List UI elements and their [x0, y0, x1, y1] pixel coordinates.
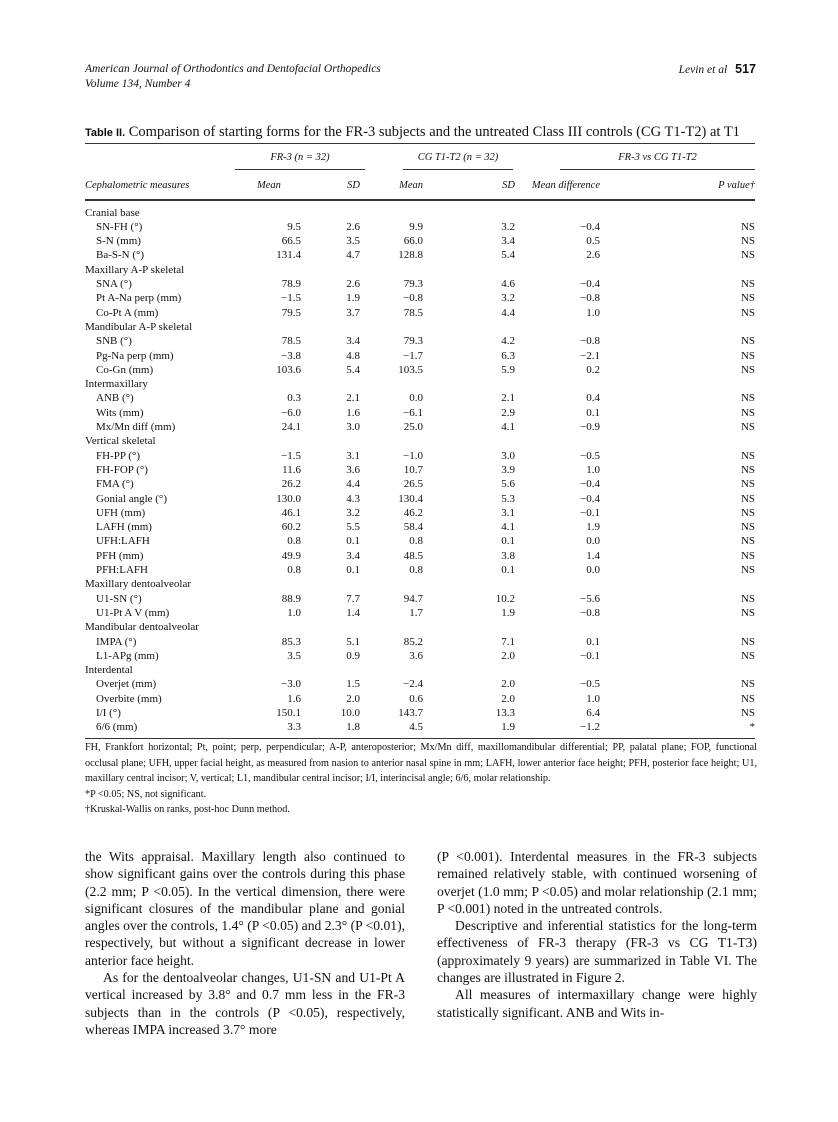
cg-mean: 79.3 — [403, 335, 423, 348]
col-header-cg-sd: SD — [455, 173, 520, 199]
measure-name: LAFH (mm) — [96, 521, 152, 534]
fr3-mean: 85.3 — [281, 635, 301, 648]
paragraph: the Wits appraisal. Maxillary length also continued to show significant gains over the controls during this phase (2.2 mm; P <0.05). In the vertical dimension, there were significant closures of the mandibular plane and gonial angles over the controls, 1.4° (P <0.05) and 2.3° (P <0.01), respectively, but without a significant decrease in lower anterior face height. — [85, 849, 405, 968]
mean-difference: −0.9 — [580, 421, 600, 434]
fr3-sd: 3.1 — [346, 449, 360, 462]
p-value: NS — [740, 649, 755, 662]
mean-difference: −0.4 — [580, 220, 600, 233]
measure-name: FH-FOP (°) — [96, 463, 148, 476]
measure-name: Overbite (mm) — [96, 692, 162, 705]
table-row — [85, 692, 755, 706]
fr3-mean: 46.1 — [281, 506, 301, 519]
measure-name: L1-APg (mm) — [96, 649, 159, 662]
cg-sd: 3.2 — [501, 220, 515, 233]
table-row — [85, 363, 755, 377]
cg-mean: 9.9 — [409, 220, 423, 233]
fr3-sd: 3.4 — [346, 335, 360, 348]
table-row — [85, 391, 755, 405]
mean-difference: 0.5 — [586, 235, 600, 248]
table-footnotes — [85, 740, 757, 818]
p-value: NS — [740, 335, 755, 348]
section-title: Maxillary dentoalveolar — [85, 578, 191, 591]
table-bottom-rule — [85, 738, 755, 739]
p-value: NS — [740, 635, 755, 648]
group-header-fr3: FR-3 (n = 32) — [235, 144, 365, 173]
measure-name: Pg-Na perp (mm) — [96, 349, 174, 362]
measure-name: U1-Pt A V (mm) — [96, 606, 170, 619]
fr3-sd: 3.4 — [346, 549, 360, 562]
mean-difference: 1.0 — [586, 692, 600, 705]
col-header-p-value: P value† — [600, 173, 755, 199]
fr3-sd: 2.0 — [346, 692, 360, 705]
mean-difference: −0.8 — [580, 292, 600, 305]
mean-difference: −0.1 — [580, 506, 600, 519]
measure-name: FH-PP (°) — [96, 449, 141, 462]
measure-name: IMPA (°) — [96, 635, 137, 648]
table-row — [85, 534, 755, 548]
cg-sd: 7.1 — [501, 635, 515, 648]
mean-difference: 2.6 — [586, 249, 600, 262]
section-row — [85, 620, 755, 634]
cg-mean: 0.8 — [409, 535, 423, 548]
col-header-cg-mean: Mean — [365, 173, 455, 199]
p-value: NS — [740, 692, 755, 705]
measure-name: S-N (mm) — [96, 235, 141, 248]
table-row — [85, 492, 755, 506]
fr3-sd: 5.5 — [346, 521, 360, 534]
cg-mean: 0.6 — [409, 692, 423, 705]
footnote-method: †Kruskal-Wallis on ranks, post-hoc Dunn method. — [85, 804, 290, 815]
p-value: NS — [740, 492, 755, 505]
cg-mean: 130.4 — [398, 492, 423, 505]
measure-name: Ba-S-N (°) — [96, 249, 145, 262]
fr3-sd: 4.4 — [346, 478, 360, 491]
fr3-sd: 4.3 — [346, 492, 360, 505]
cg-mean: 143.7 — [398, 706, 423, 719]
fr3-mean: −6.0 — [281, 406, 301, 419]
cg-mean: −6.1 — [403, 406, 423, 419]
fr3-mean: 78.5 — [281, 335, 301, 348]
table-row — [85, 506, 755, 520]
fr3-sd: 5.1 — [346, 635, 360, 648]
table-row — [85, 549, 755, 563]
cg-mean: 0.8 — [409, 564, 423, 577]
fr3-mean: −1.5 — [281, 292, 301, 305]
p-value: NS — [740, 220, 755, 233]
cg-mean: 46.2 — [403, 506, 423, 519]
p-value: NS — [740, 421, 755, 434]
fr3-sd: 3.2 — [346, 506, 360, 519]
table-label: Table II. — [85, 127, 126, 139]
authors: Levin et al — [678, 64, 728, 76]
table-row — [85, 420, 755, 434]
mean-difference: 1.4 — [586, 549, 600, 562]
table-row — [85, 677, 755, 691]
mean-difference: −0.8 — [580, 335, 600, 348]
col-header-fr3-sd: SD — [301, 173, 365, 199]
col-header-measure: Cephalometric measures — [85, 173, 235, 199]
section-row — [85, 320, 755, 334]
measure-name: Pt A-Na perp (mm) — [96, 292, 182, 305]
cg-sd: 4.2 — [501, 335, 515, 348]
fr3-mean: 26.2 — [281, 478, 301, 491]
table-row — [85, 463, 755, 477]
p-value: NS — [740, 564, 755, 577]
p-value: NS — [740, 406, 755, 419]
cg-sd: 2.1 — [501, 392, 515, 405]
fr3-mean: 78.9 — [281, 278, 301, 291]
mean-difference: −0.4 — [580, 478, 600, 491]
table-row — [85, 248, 755, 262]
measure-name: ANB (°) — [96, 392, 134, 405]
cg-sd: 2.0 — [501, 692, 515, 705]
fr3-sd: 2.6 — [346, 220, 360, 233]
cg-mean: 4.5 — [409, 721, 423, 734]
cg-sd: 5.6 — [501, 478, 515, 491]
fr3-mean: 150.1 — [276, 706, 301, 719]
cg-sd: 13.3 — [495, 706, 515, 719]
fr3-mean: 3.5 — [287, 649, 301, 662]
cg-mean: −0.8 — [403, 292, 423, 305]
table-row — [85, 720, 755, 737]
mean-difference: 6.4 — [586, 706, 600, 719]
table-row — [85, 592, 755, 606]
section-row — [85, 200, 755, 220]
cg-mean: −2.4 — [403, 678, 423, 691]
table-row — [85, 649, 755, 663]
cg-mean: 25.0 — [403, 421, 423, 434]
p-value: NS — [740, 706, 755, 719]
fr3-sd: 2.6 — [346, 278, 360, 291]
mean-difference: 0.4 — [586, 392, 600, 405]
p-value: NS — [740, 549, 755, 562]
cg-sd: 6.3 — [501, 349, 515, 362]
table-row — [85, 220, 755, 234]
cg-sd: 1.9 — [501, 721, 515, 734]
measure-name: Co-Gn (mm) — [96, 363, 154, 376]
fr3-mean: −1.5 — [281, 449, 301, 462]
section-row — [85, 577, 755, 591]
section-row — [85, 377, 755, 391]
footnote-abbreviations: FH, Frankfort horizontal; Pt, point; perp, perpendicular; A-P, anteroposterior; Mx/Mn diff, maxillomandibular differential; PP, palatal plane; FOP, functional occlusal plane; UFH, upper facial height, as measured from nasion to anterior nasal spine in mm; LAFH, lower anterior face height; PFH, posterior face height; U1, maxillary central incisor; V, vertical; L1, mandibular central incisor; I/I, interincisal angle; 6/6, molar relationship. — [85, 742, 757, 784]
cg-mean: 66.0 — [403, 235, 423, 248]
measure-name: SNB (°) — [96, 335, 132, 348]
mean-difference: −1.2 — [580, 721, 600, 734]
fr3-sd: 0.1 — [346, 535, 360, 548]
fr3-mean: 66.5 — [281, 235, 301, 248]
mean-difference: −0.8 — [580, 606, 600, 619]
cg-mean: −1.0 — [403, 449, 423, 462]
mean-difference: 1.0 — [586, 463, 600, 476]
data-table — [85, 143, 755, 739]
paragraph: All measures of intermaxillary change were highly statistically significant. ANB and Wits in- — [437, 987, 757, 1020]
p-value: NS — [740, 606, 755, 619]
fr3-mean: 24.1 — [281, 421, 301, 434]
cg-sd: 3.4 — [501, 235, 515, 248]
mean-difference: −0.4 — [580, 492, 600, 505]
mean-difference: 0.2 — [586, 363, 600, 376]
mean-difference: 0.1 — [586, 406, 600, 419]
measure-name: PFH:LAFH — [96, 564, 148, 577]
table-row — [85, 291, 755, 305]
table-row — [85, 449, 755, 463]
col-header-mean-diff: Mean difference — [520, 173, 600, 199]
fr3-sd: 4.8 — [346, 349, 360, 362]
fr3-sd: 1.9 — [346, 292, 360, 305]
section-title: Maxillary A-P skeletal — [85, 263, 185, 276]
fr3-sd: 1.6 — [346, 406, 360, 419]
fr3-mean: 3.3 — [287, 721, 301, 734]
table-row — [85, 234, 755, 248]
p-value: NS — [740, 535, 755, 548]
fr3-mean: 11.6 — [282, 463, 301, 476]
table-row — [85, 334, 755, 348]
fr3-sd: 10.0 — [340, 706, 360, 719]
section-title: Mandibular A-P skeletal — [85, 320, 193, 333]
fr3-sd: 3.0 — [346, 421, 360, 434]
cg-mean: 3.6 — [409, 649, 423, 662]
table-body — [85, 200, 755, 738]
measure-name: FMA (°) — [96, 478, 134, 491]
cg-sd: 3.0 — [501, 449, 515, 462]
cg-sd: 4.1 — [501, 521, 515, 534]
fr3-mean: 79.5 — [281, 306, 301, 319]
section-row — [85, 263, 755, 277]
mean-difference: −5.6 — [580, 592, 600, 605]
fr3-sd: 5.4 — [346, 363, 360, 376]
table-row — [85, 563, 755, 577]
p-value: NS — [740, 349, 755, 362]
table-row — [85, 635, 755, 649]
fr3-sd: 1.8 — [346, 721, 360, 734]
fr3-sd: 1.4 — [346, 606, 360, 619]
cg-sd: 3.2 — [501, 292, 515, 305]
fr3-sd: 4.7 — [346, 249, 360, 262]
section-row — [85, 663, 755, 677]
measure-name: Co-Pt A (mm) — [96, 306, 159, 319]
fr3-mean: 49.9 — [281, 549, 301, 562]
body-column-right — [437, 848, 757, 1021]
p-value: NS — [740, 363, 755, 376]
cg-sd: 2.0 — [501, 649, 515, 662]
measure-name: Wits (mm) — [96, 406, 144, 419]
fr3-mean: 0.3 — [287, 392, 301, 405]
cg-sd: 2.0 — [501, 678, 515, 691]
measure-name: U1-SN (°) — [96, 592, 142, 605]
column-header-row — [85, 173, 755, 199]
section-row — [85, 434, 755, 448]
body-column-left — [85, 848, 405, 1038]
fr3-mean: 0.8 — [287, 535, 301, 548]
fr3-mean: 9.5 — [287, 220, 301, 233]
table-row — [85, 349, 755, 363]
fr3-mean: 1.0 — [287, 606, 301, 619]
table-row — [85, 406, 755, 420]
table-row — [85, 520, 755, 534]
table-row — [85, 277, 755, 291]
p-value: NS — [740, 449, 755, 462]
cg-sd: 4.6 — [501, 278, 515, 291]
measure-name: 6/6 (mm) — [96, 721, 138, 734]
page-number: 517 — [735, 62, 756, 76]
p-value: NS — [740, 292, 755, 305]
section-title: Interdental — [85, 664, 133, 677]
cg-sd: 0.1 — [501, 564, 515, 577]
measure-name: SN-FH (°) — [96, 220, 143, 233]
fr3-mean: −3.0 — [281, 678, 301, 691]
cg-sd: 5.9 — [501, 363, 515, 376]
section-title: Vertical skeletal — [85, 435, 156, 448]
paragraph: As for the dentoalveolar changes, U1-SN and U1-Pt A vertical increased by 3.8° and 0.7 mm less in the FR-3 subjects than in the controls (P <0.05), respectively, whereas IMPA increased 3.7° more — [85, 970, 405, 1037]
fr3-sd: 1.5 — [346, 678, 360, 691]
table-row — [85, 706, 755, 720]
cg-sd: 1.9 — [501, 606, 515, 619]
cg-mean: 94.7 — [403, 592, 423, 605]
p-value: NS — [740, 678, 755, 691]
cg-sd: 10.2 — [495, 592, 515, 605]
section-title: Cranial base — [85, 206, 140, 219]
fr3-mean: 60.2 — [281, 521, 301, 534]
fr3-sd: 2.1 — [346, 392, 360, 405]
section-title: Intermaxillary — [85, 378, 148, 391]
fr3-sd: 7.7 — [346, 592, 360, 605]
measure-name: SNA (°) — [96, 278, 132, 291]
measure-name: UFH:LAFH — [96, 535, 150, 548]
cg-mean: 48.5 — [403, 549, 423, 562]
p-value: NS — [740, 463, 755, 476]
mean-difference: 0.0 — [586, 535, 600, 548]
journal-volume: Volume 134, Number 4 — [85, 78, 191, 90]
fr3-sd: 3.7 — [346, 306, 360, 319]
footnote-significance: *P <0.05; NS, not significant. — [85, 788, 207, 800]
cg-mean: 1.7 — [409, 606, 423, 619]
mean-difference: 0.0 — [586, 564, 600, 577]
running-header-right — [679, 62, 756, 76]
p-value: NS — [740, 506, 755, 519]
table-caption-text: Comparison of starting forms for the FR-3 subjects and the untreated Class III controls (CG T1-T2) at T1 — [128, 124, 740, 140]
group-header-cg: CG T1-T2 (n = 32) — [455, 144, 520, 173]
cg-sd: 4.1 — [501, 421, 515, 434]
cg-mean: 103.5 — [398, 363, 423, 376]
p-value: NS — [740, 521, 755, 534]
p-value: NS — [740, 306, 755, 319]
p-value: NS — [740, 249, 755, 262]
cg-mean: 0.0 — [409, 392, 423, 405]
mean-difference: −0.4 — [580, 278, 600, 291]
p-value: * — [749, 721, 755, 734]
measure-name: Mx/Mn diff (mm) — [96, 421, 176, 434]
section-title: Mandibular dentoalveolar — [85, 621, 199, 634]
p-value: NS — [740, 235, 755, 248]
table-row — [85, 477, 755, 491]
group-header-diff: FR-3 vs CG T1-T2 — [600, 144, 755, 173]
cg-sd: 2.9 — [501, 406, 515, 419]
running-header — [85, 62, 381, 92]
cg-mean: 78.5 — [403, 306, 423, 319]
cg-mean: 10.7 — [403, 463, 423, 476]
col-header-fr3-mean: Mean — [235, 173, 301, 199]
fr3-mean: −3.8 — [281, 349, 301, 362]
fr3-sd: 0.1 — [346, 564, 360, 577]
p-value: NS — [740, 278, 755, 291]
cg-sd: 4.4 — [501, 306, 515, 319]
fr3-mean: 131.4 — [276, 249, 301, 262]
fr3-mean: 1.6 — [287, 692, 301, 705]
measure-name: PFH (mm) — [96, 549, 144, 562]
table-row — [85, 306, 755, 320]
fr3-mean: 130.0 — [276, 492, 301, 505]
cg-mean: 58.4 — [403, 521, 423, 534]
table-row — [85, 606, 755, 620]
measure-name: UFH (mm) — [96, 506, 146, 519]
cg-mean: 79.3 — [403, 278, 423, 291]
cg-mean: −1.7 — [403, 349, 423, 362]
mean-difference: 0.1 — [586, 635, 600, 648]
cg-mean: 85.2 — [403, 635, 423, 648]
fr3-sd: 0.9 — [346, 649, 360, 662]
p-value: NS — [740, 592, 755, 605]
mean-difference: −0.1 — [580, 649, 600, 662]
cg-sd: 5.3 — [501, 492, 515, 505]
fr3-mean: 88.9 — [281, 592, 301, 605]
mean-difference: −0.5 — [580, 678, 600, 691]
cg-sd: 3.8 — [501, 549, 515, 562]
mean-difference: −0.5 — [580, 449, 600, 462]
p-value: NS — [740, 478, 755, 491]
measure-name: Gonial angle (°) — [96, 492, 167, 505]
journal-name: American Journal of Orthodontics and Dentofacial Orthopedics — [85, 63, 381, 75]
table-caption — [85, 124, 765, 141]
cg-sd: 5.4 — [501, 249, 515, 262]
cg-mean: 26.5 — [403, 478, 423, 491]
fr3-mean: 103.6 — [276, 363, 301, 376]
fr3-mean: 0.8 — [287, 564, 301, 577]
mean-difference: −2.1 — [580, 349, 600, 362]
mean-difference: 1.0 — [586, 306, 600, 319]
group-header-row — [85, 144, 755, 173]
paragraph: Descriptive and inferential statistics for the long-term effectiveness of FR-3 therapy (FR-3 vs CG T1-T3) (approximately 9 years) are summarized in Table VI. The changes are illustrated in Figure 2. — [437, 918, 757, 986]
cg-sd: 0.1 — [501, 535, 515, 548]
fr3-sd: 3.6 — [346, 463, 360, 476]
measure-name: Overjet (mm) — [96, 678, 157, 691]
p-value: NS — [740, 392, 755, 405]
cg-sd: 3.1 — [501, 506, 515, 519]
cg-mean: 128.8 — [398, 249, 423, 262]
mean-difference: 1.9 — [586, 521, 600, 534]
cg-sd: 3.9 — [501, 463, 515, 476]
fr3-sd: 3.5 — [346, 235, 360, 248]
paragraph: (P <0.001). Interdental measures in the FR-3 subjects remained relatively stable, with continued worsening of overjet (1.0 mm; P <0.05) and molar relationship (2.1 mm; P <0.001) noted in the untreated controls. — [437, 849, 757, 916]
measure-name: I/I (°) — [96, 706, 121, 719]
